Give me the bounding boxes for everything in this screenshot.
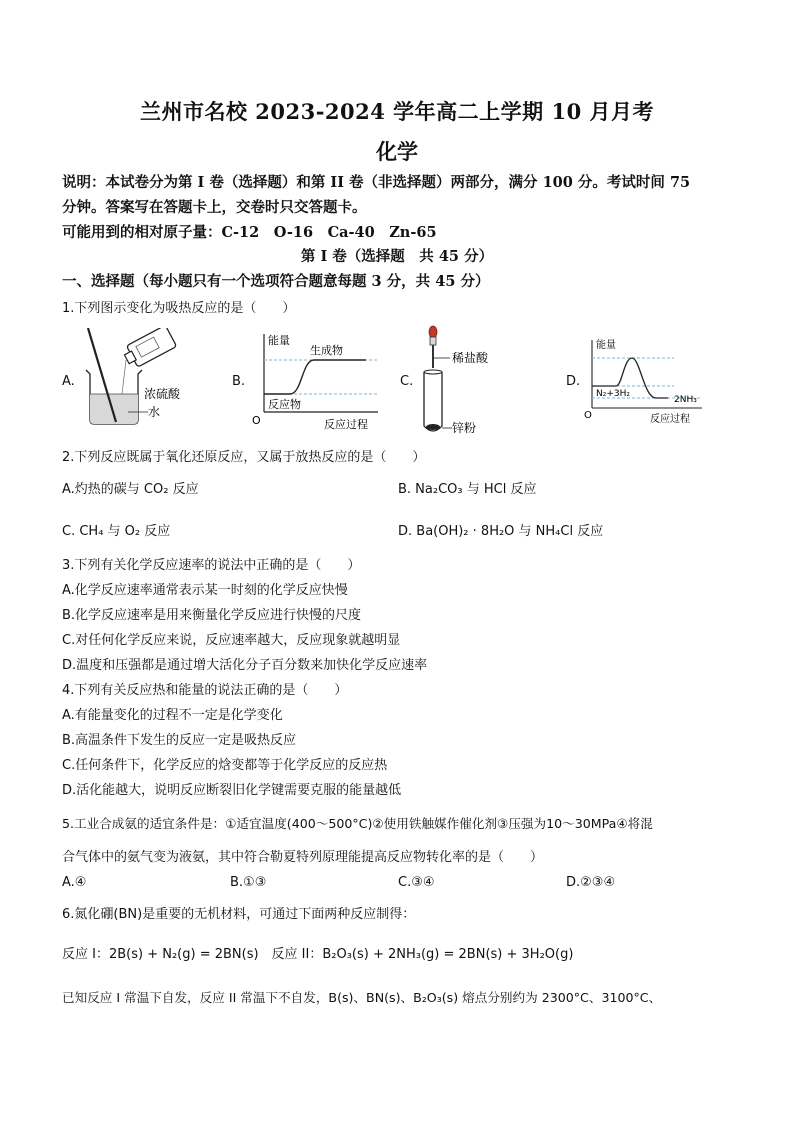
q1-label-b: B.: [232, 374, 246, 389]
q1-label-c: C.: [400, 374, 414, 389]
q5-stem-line-2: 合气体中的氨气变为液氨，其中符合勒夏特列原理能提高反应物转化率的是（ ）: [62, 850, 544, 865]
label-conc-sulfuric: 浓硫酸: [144, 387, 181, 401]
q4-stem: 4.下列有关反应热和能量的说法正确的是（ ）: [62, 683, 348, 698]
q4-option-b: B.高温条件下发生的反应一定是吸热反应: [62, 733, 297, 748]
q1-figure-a-beaker: [78, 328, 198, 428]
q5-option-d: D.②③④: [566, 875, 616, 890]
label-dilute-hcl: 稀盐酸: [452, 351, 489, 365]
q2-option-d: D. Ba(OH)₂ · 8H₂O 与 NH₄Cl 反应: [398, 524, 604, 539]
figD-origin: O: [584, 410, 592, 421]
figD-y-axis-label: 能量: [596, 340, 616, 351]
figD-reactant-label: N₂+3H₂: [596, 389, 630, 399]
instructions-line-2: 分钟。答案写在答题卡上，交卷时只交答题卡。: [62, 199, 367, 216]
figB-x-axis-label: 反应过程: [324, 418, 368, 431]
q5-option-c: C.③④: [398, 875, 435, 890]
section-one-heading: 一、选择题（每小题只有一个选项符合题意每题 3 分，共 45 分）: [62, 273, 490, 290]
q1-label-d: D.: [566, 374, 581, 389]
q5-option-b: B.①③: [230, 875, 267, 890]
q6-reactions: 反应 I：2B(s) + N₂(g) = 2BN(s) 反应 II：B₂O₃(s) + 2NH₃(g) = 2BN(s) + 3H₂O(g): [62, 947, 574, 962]
q6-known-conditions: 已知反应 I 常温下自发，反应 II 常温下不自发，B(s)、BN(s)、B₂O₃(s) 熔点分别约为 2300°C、3100°C、: [62, 990, 662, 1005]
q3-option-a: A.化学反应速率通常表示某一时刻的化学反应快慢: [62, 583, 348, 598]
q2-option-b: B. Na₂CO₃ 与 HCl 反应: [398, 482, 537, 497]
q4-option-a: A.有能量变化的过程不一定是化学变化: [62, 708, 283, 723]
label-water: 水: [148, 405, 161, 419]
figB-y-axis-label: 能量: [268, 334, 290, 347]
q4-option-d: D.活化能越大，说明反应断裂旧化学键需要克服的能量越低: [62, 783, 402, 798]
instructions-line-1: 说明：本试卷分为第 I 卷（选择题）和第 II 卷（非选择题）两部分，满分 100 分。考试时间 75: [62, 174, 691, 191]
q2-option-a: A.灼热的碳与 CO₂ 反应: [62, 482, 199, 497]
label-zinc-powder: 锌粉: [452, 421, 477, 435]
q3-stem: 3.下列有关化学反应速率的说法中正确的是（ ）: [62, 558, 361, 573]
q1-figure-b-energy-diagram: [248, 328, 388, 436]
q1-stem: 1.下列图示变化为吸热反应的是（ ）: [62, 301, 296, 316]
figB-product-label: 生成物: [310, 344, 343, 357]
figB-reactant-label: 反应物: [268, 398, 301, 411]
exam-subject: 化学: [376, 139, 418, 164]
q1-figure-c-test-tube: [414, 322, 514, 438]
q3-option-b: B.化学反应速率是用来衡量化学反应进行快慢的尺度: [62, 608, 362, 623]
figD-x-axis-label: 反应过程: [650, 414, 690, 425]
figB-origin: O: [252, 414, 261, 427]
q2-stem: 2.下列反应既属于氧化还原反应，又属于放热反应的是（ ）: [62, 450, 426, 465]
figD-product-label: 2NH₃: [674, 395, 697, 405]
part-one-heading: 第 I 卷（选择题 共 45 分）: [300, 248, 494, 265]
q5-option-a: A.④: [62, 875, 87, 890]
q1-label-a: A.: [62, 374, 75, 389]
q5-stem-line-1: 5.工业合成氨的适宜条件是：①适宜温度(400～500°C)②使用铁触媒作催化剂③压强为10～30MPa④将混: [62, 816, 653, 831]
q3-option-c: C.对任何化学反应来说，反应速率越大，反应现象就越明显: [62, 633, 401, 648]
exam-title: 兰州市名校 2023-2024 学年高二上学期 10 月月考: [139, 99, 655, 124]
q2-option-c: C. CH₄ 与 O₂ 反应: [62, 524, 171, 539]
q6-stem: 6.氮化硼(BN)是重要的无机材料，可通过下面两种反应制得：: [62, 907, 416, 922]
q4-option-c: C.任何条件下，化学反应的焓变都等于化学反应的反应热: [62, 758, 388, 773]
q1-figure-d-energy-diagram: [582, 336, 712, 428]
q3-option-d: D.温度和压强都是通过增大活化分子百分数来加快化学反应速率: [62, 658, 428, 673]
atomic-masses: 可能用到的相对原子量：C-12 O-16 Ca-40 Zn-65: [62, 224, 437, 241]
